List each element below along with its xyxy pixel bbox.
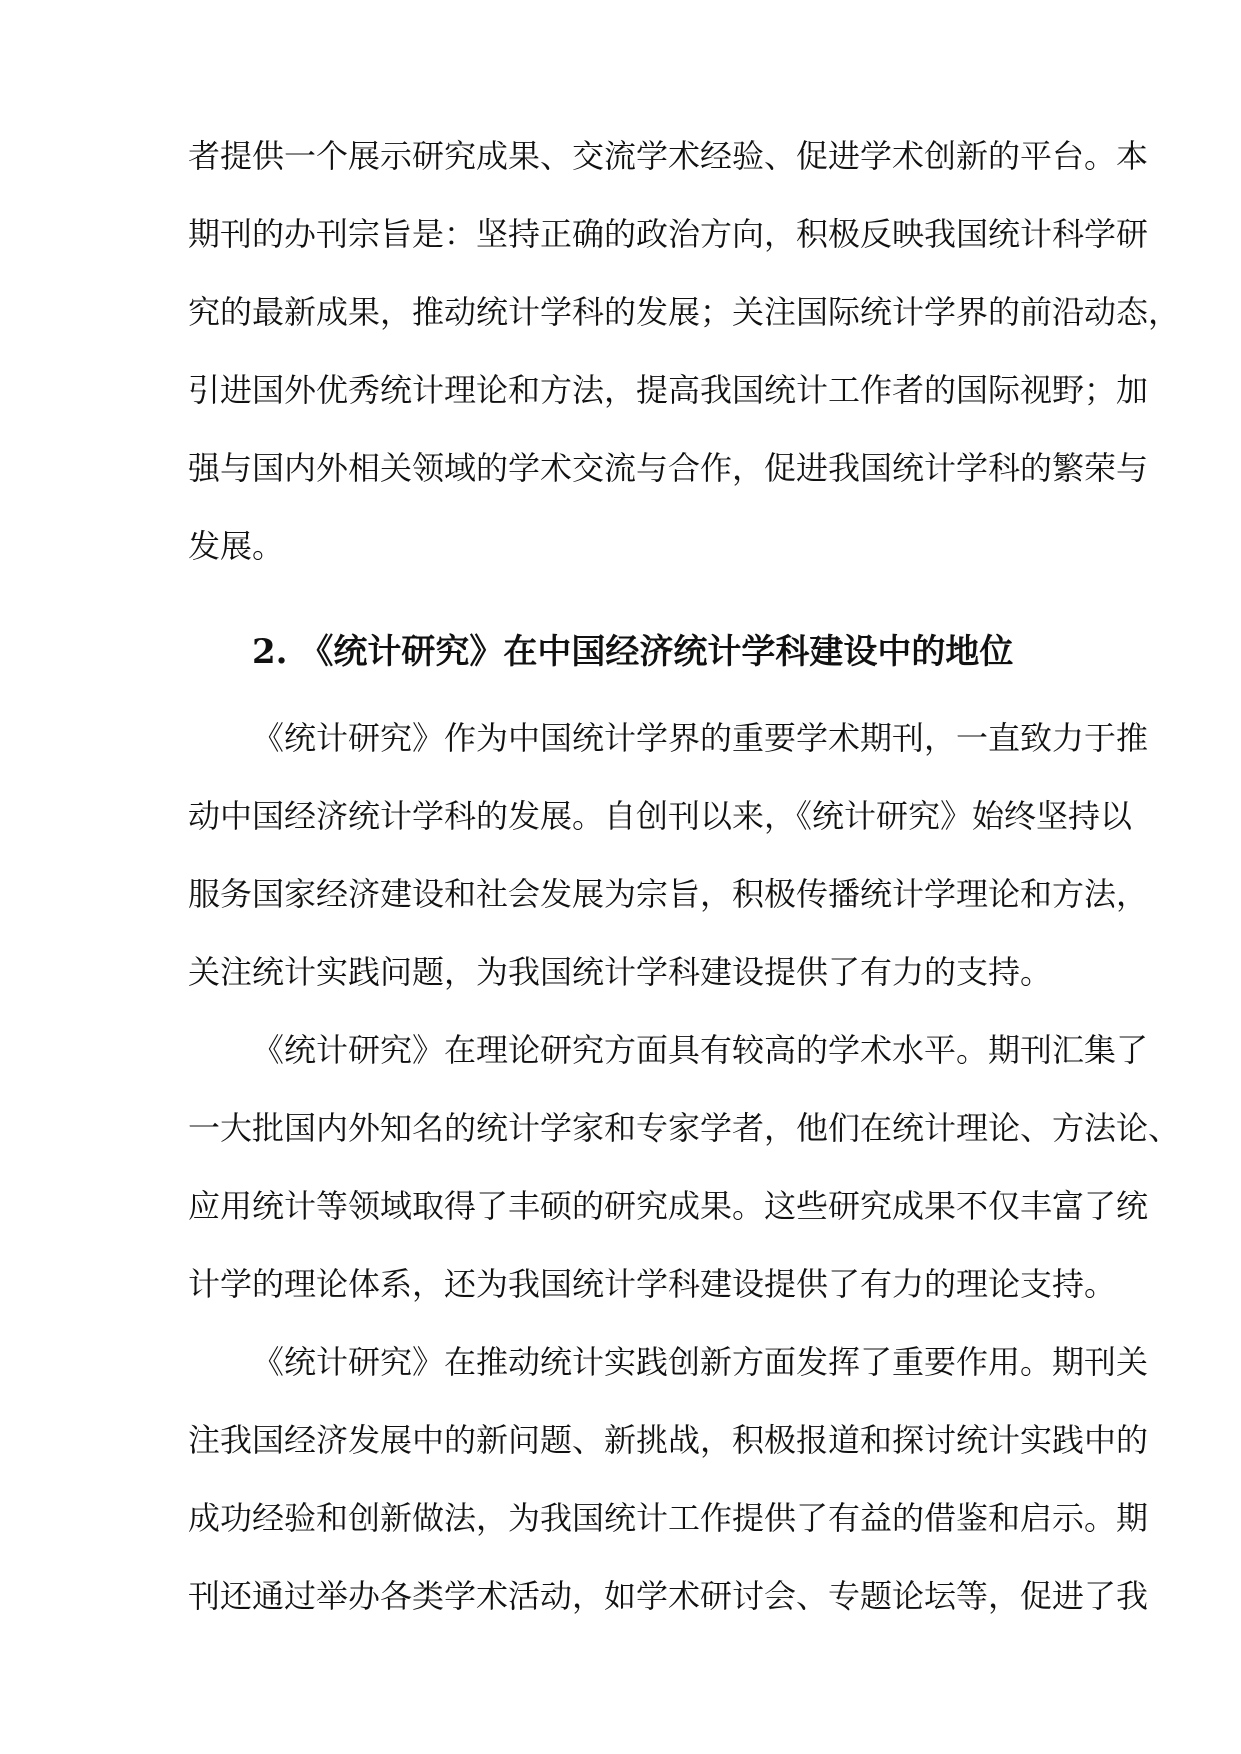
- paragraph-3-line-1: 《统计研究》在理论研究方面具有较高的学术水平。期刊汇集了: [252, 1031, 1149, 1069]
- paragraph-4-line-3: 成功经验和创新做法，为我国统计工作提供了有益的借鉴和启示。期: [188, 1499, 1149, 1537]
- paragraph-2-line-2: 动中国经济统计学科的发展。自创刊以来，《统计研究》始终坚持以: [188, 797, 1133, 835]
- paragraph-2-line-3: 服务国家经济建设和社会发展为宗旨，积极传播统计学理论和方法，: [188, 875, 1149, 913]
- paragraph-1-line-1: 者提供一个展示研究成果、交流学术经验、促进学术创新的平台。本: [188, 137, 1149, 175]
- paragraph-1-line-3: 究的最新成果，推动统计学科的发展；关注国际统计学界的前沿动态，: [188, 293, 1181, 331]
- paragraph-1-line-2: 期刊的办刊宗旨是：坚持正确的政治方向，积极反映我国统计科学研: [188, 215, 1149, 253]
- paragraph-1-line-6: 发展。: [188, 527, 285, 565]
- paragraph-3-line-3: 应用统计等领域取得了丰硕的研究成果。这些研究成果不仅丰富了统: [188, 1187, 1149, 1225]
- section-heading: 2. 《统计研究》在中国经济统计学科建设中的地位: [252, 632, 1014, 672]
- paragraph-4-line-1: 《统计研究》在推动统计实践创新方面发挥了重要作用。期刊关: [252, 1343, 1149, 1381]
- paragraph-3-line-2: 一大批国内外知名的统计学家和专家学者，他们在统计理论、方法论、: [188, 1109, 1181, 1147]
- paragraph-4-line-2: 注我国经济发展中的新问题、新挑战，积极报道和探讨统计实践中的: [188, 1421, 1149, 1459]
- paragraph-2-line-1: 《统计研究》作为中国统计学界的重要学术期刊，一直致力于推: [252, 719, 1149, 757]
- paragraph-1-line-5: 强与国内外相关领域的学术交流与合作，促进我国统计学科的繁荣与: [188, 449, 1149, 487]
- paragraph-4-line-4: 刊还通过举办各类学术活动，如学术研讨会、专题论坛等，促进了我: [188, 1577, 1149, 1615]
- paragraph-1-line-4: 引进国外优秀统计理论和方法，提高我国统计工作者的国际视野；加: [188, 371, 1149, 409]
- paragraph-3-line-4: 计学的理论体系，还为我国统计学科建设提供了有力的理论支持。: [188, 1265, 1117, 1303]
- paragraph-2-line-4: 关注统计实践问题，为我国统计学科建设提供了有力的支持。: [188, 953, 1053, 991]
